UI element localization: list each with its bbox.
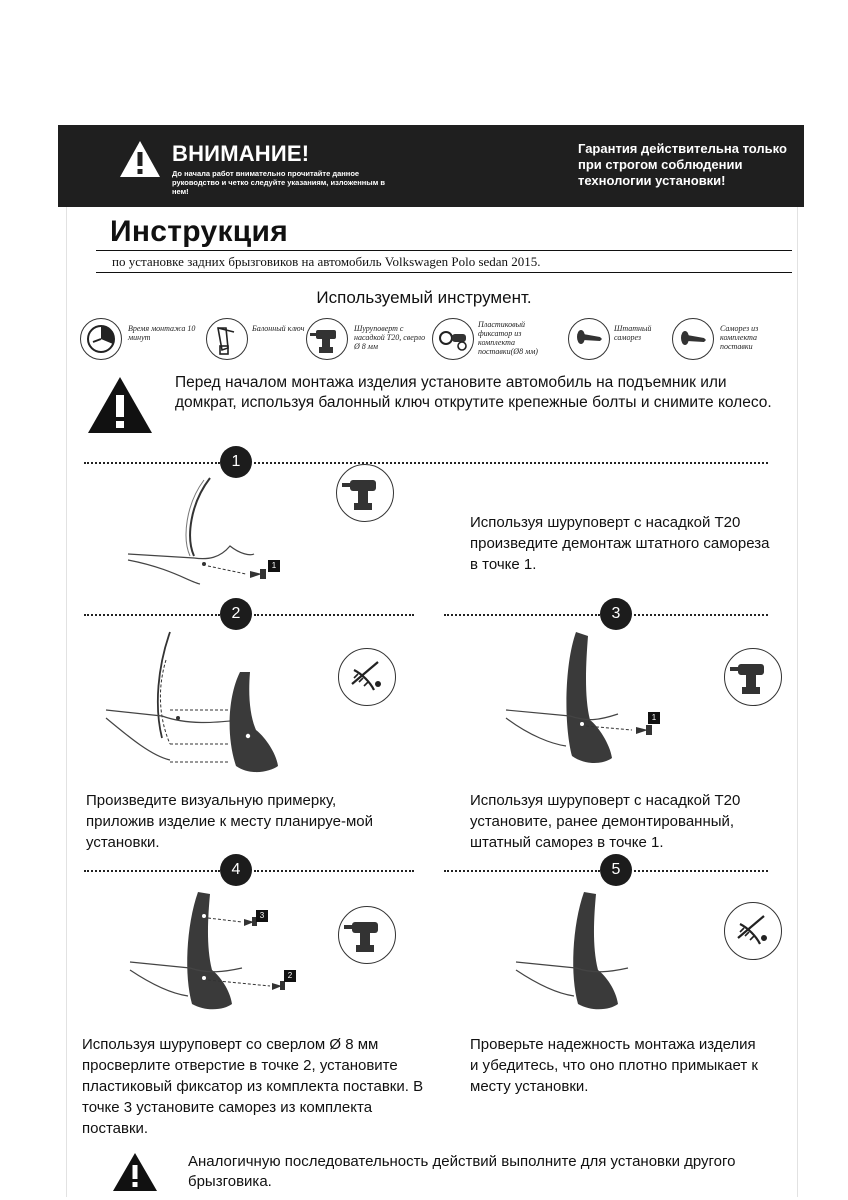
drill-icon	[336, 464, 394, 522]
drill-icon	[724, 648, 782, 706]
tool-label: Пластиковый фиксатор из комплекта поставки(Ø8 мм)	[478, 320, 538, 356]
eye-check-icon	[724, 902, 782, 960]
clock-icon	[80, 318, 122, 360]
tool-label: Саморез из комплекта поставки	[720, 324, 759, 351]
tool-item	[80, 318, 200, 364]
step-number: 5	[600, 854, 632, 886]
mudflap-diagram	[124, 886, 314, 1016]
eye-check-icon	[338, 648, 396, 706]
mudflap-diagram	[510, 886, 670, 1016]
tools-heading: Используемый инструмент.	[316, 288, 532, 307]
tool-item	[306, 318, 426, 364]
point-marker: 1	[648, 712, 660, 724]
step-number: 3	[600, 598, 632, 630]
point-marker: 3	[256, 910, 268, 922]
tool-label: Время монтажа 10 минут	[128, 324, 196, 342]
banner-note: До начала работ внимательно прочитайте данное руководство и четко следуйте указаниям, изложенным в нем!	[172, 169, 385, 196]
subtitle-rule	[96, 272, 792, 273]
screw-kit-icon	[672, 318, 714, 360]
divider	[254, 614, 414, 616]
banner-title: ВНИМАНИЕ!	[172, 141, 310, 166]
divider	[444, 614, 600, 616]
screw-icon	[568, 318, 610, 360]
mudflap-diagram	[500, 626, 680, 786]
divider	[254, 870, 414, 872]
step-number: 4	[220, 854, 252, 886]
divider	[634, 870, 768, 872]
footer-text: Аналогичную последовательность действий выполните для установки другого брызговика.	[188, 1153, 736, 1190]
title-rule	[96, 250, 792, 251]
step-text: Используя шуруповерт с насадкой Т20 произведите демонтаж штатного самореза в точке 1.	[470, 514, 770, 573]
mudflap-diagram	[100, 626, 300, 786]
page-subtitle: по установке задних брызговиков на автомобиль Volkswagen Polo sedan 2015.	[112, 254, 541, 269]
step-text: Используя шуруповерт со сверлом Ø 8 мм просверлите отверстие в точке 2, установите пластиковый фиксатор из комплекта поставки. В точке 3 установите саморез из комплекта поставки.	[82, 1036, 424, 1137]
divider	[84, 462, 220, 464]
step-number: 2	[220, 598, 252, 630]
warning-icon	[118, 139, 162, 179]
step-text: Проверьте надежность монтажа изделия и убедитесь, что оно плотно примыкает к месту установки.	[470, 1036, 758, 1095]
step-text: Произведите визуальную примерку, приложив изделие к месту планируе-мой установки.	[86, 792, 373, 851]
divider	[254, 462, 768, 464]
divider	[634, 614, 768, 616]
mudflap-diagram	[100, 474, 300, 594]
warning-banner	[58, 125, 804, 207]
divider	[444, 870, 600, 872]
step-number: 1	[220, 446, 252, 478]
drill-icon	[306, 318, 348, 360]
divider	[84, 614, 220, 616]
tool-item	[672, 318, 782, 364]
intro-text: Перед началом монтажа изделия установите автомобиль на подъемник или домкрат, используя балонный ключ открутите крепежные болты и снимите колесо.	[175, 374, 772, 411]
point-marker: 1	[268, 560, 280, 572]
tool-item	[568, 318, 668, 364]
tool-item	[206, 318, 306, 364]
clip-icon	[432, 318, 474, 360]
tool-label: Балонный ключ	[252, 324, 305, 333]
tool-label: Штатный саморез	[614, 324, 652, 342]
warning-icon	[86, 375, 154, 435]
point-marker: 2	[284, 970, 296, 982]
warning-icon	[112, 1152, 158, 1192]
divider	[84, 870, 220, 872]
wrench-icon	[206, 318, 248, 360]
drill-icon	[338, 906, 396, 964]
page-title: Инструкция	[110, 215, 289, 248]
tool-label: Шуруповерт с насадкой Т20, сверло Ø 8 мм	[354, 324, 426, 351]
tool-item	[432, 318, 560, 364]
banner-guarantee: Гарантия действительна только при строгом соблюдении технологии установки!	[578, 141, 787, 188]
step-text: Используя шуруповерт с насадкой Т20 установите, ранее демонтированный, штатный саморез в точке 1.	[470, 792, 741, 851]
